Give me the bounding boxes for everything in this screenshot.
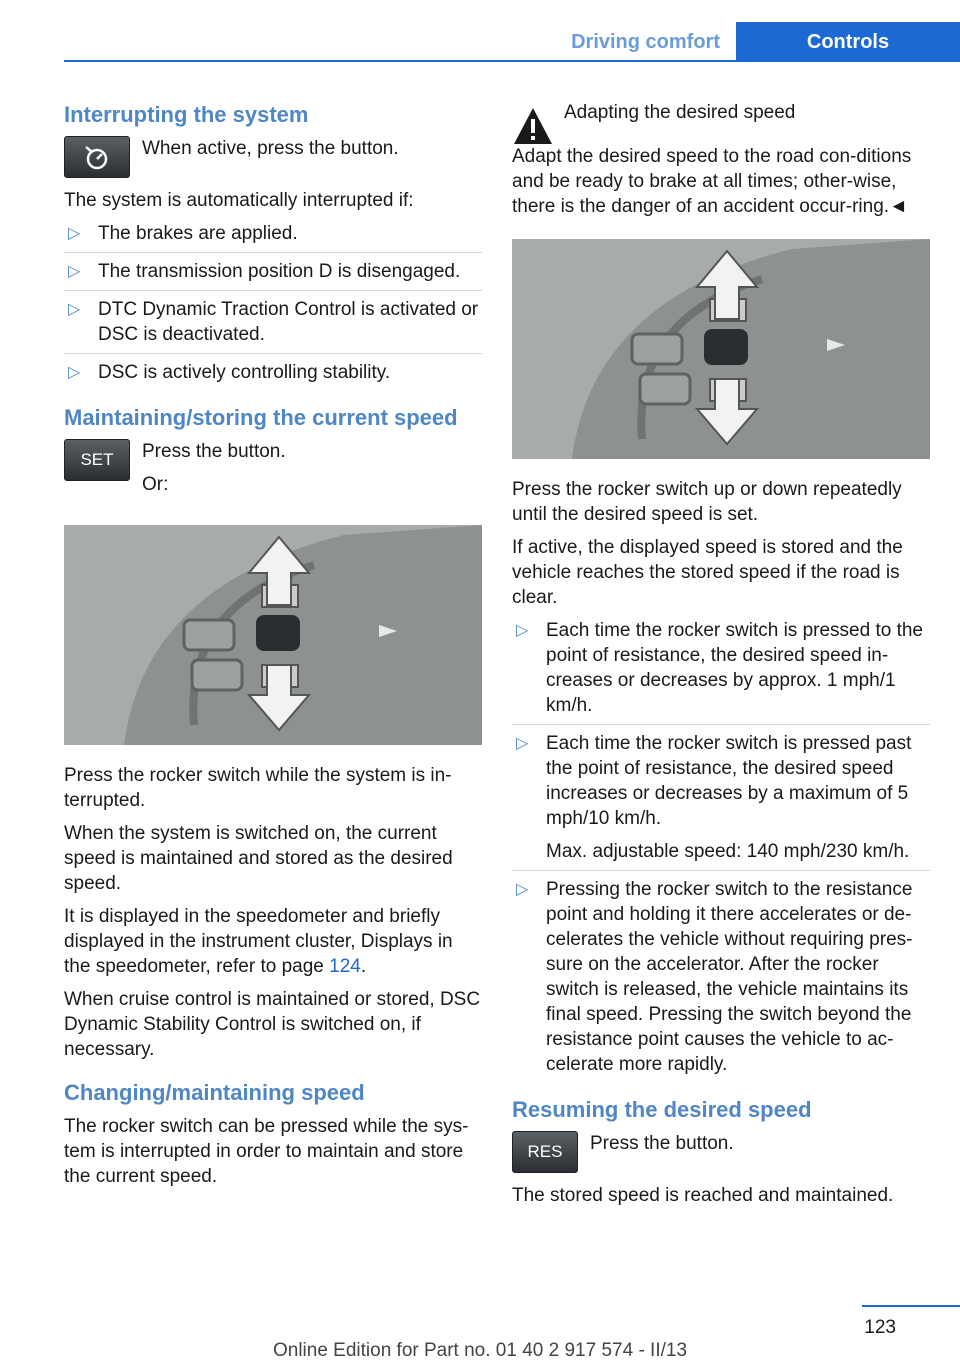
maintain-paragraph-4: When cruise control is maintained or stored, DSC Dynamic Stability Control is switched on, if necessary. — [64, 989, 481, 1060]
maintain-paragraph-1: Press the rocker switch while the system is in-terrupted. — [64, 765, 452, 811]
set-or-text: Or: — [142, 474, 169, 495]
changing-paragraph: The rocker switch can be pressed while the sys-tem is interrupted in order to maintain and store the current speed. — [64, 1116, 469, 1187]
triangle-bullet-icon: ▷ — [516, 735, 529, 752]
footer-rule — [862, 1305, 960, 1307]
left-column — [64, 100, 482, 1197]
triangle-bullet-icon: ▷ — [68, 364, 81, 381]
triangle-bullet-icon: ▷ — [68, 263, 81, 280]
warning-title: Adapting the desired speed — [564, 102, 796, 123]
header-rule — [64, 60, 960, 62]
list-item: ▷ DSC is actively controlling stability. — [68, 362, 391, 383]
list-item: ▷ Each time the rocker switch is pressed to the point of resistance, the desired speed in-creases or decreases by approx. 1 mph/1 km/h. — [512, 618, 930, 725]
page-reference-link[interactable]: 124 — [329, 956, 361, 977]
warning-triangle-icon — [512, 106, 554, 146]
resume-paragraph: The stored speed is reached and maintained. — [512, 1185, 894, 1206]
list-item: ▷ DTC Dynamic Traction Control is activated or DSC is deactivated. — [64, 297, 482, 354]
set-button-text: Press the button. — [142, 441, 286, 462]
list-item: ▷ Pressing the rocker switch to the resistance point and holding it there accelerates or de-celerates the vehicle without requiring pres-sure on the accelerator. After the rocker switch is released, the vehicle maintains its final speed. Pressing the switch beyond the resistance point causes the vehicle to ac-celerate more rapidly. — [516, 879, 913, 1075]
warning-text: Adapt the desired speed to the road con-ditions and be ready to brake at all times; other-wise, there is the danger of an accident occur-ring.◄ — [512, 146, 912, 217]
res-button-text: Press the button. — [590, 1133, 734, 1154]
cruise-interrupt-button-icon — [64, 136, 130, 178]
steering-wheel-rocker-photo — [64, 525, 482, 745]
maintain-paragraph-2: When the system is switched on, the current speed is maintained and stored as the desired speed. — [64, 823, 453, 894]
steering-wheel-rocker-photo-2 — [512, 239, 930, 459]
page-number: 123 — [864, 1317, 896, 1338]
list-item: ▷ The brakes are applied. — [64, 221, 482, 253]
set-button-icon: SET — [64, 439, 130, 481]
triangle-bullet-icon: ▷ — [68, 225, 81, 242]
interrupt-bullet-list — [64, 221, 482, 391]
interrupt-button-text: When active, press the button. — [142, 138, 399, 159]
rocker-paragraph-2: If active, the displayed speed is stored and the vehicle reaches the stored speed if the road is clear. — [512, 537, 903, 608]
list-item: ▷ Each time the rocker switch is pressed past the point of resistance, the desired speed increases or decreases by a maximum of 5 mph/10 km/h. Max. adjustable speed: 140 mph/230 km/h. — [512, 731, 930, 871]
interrupt-intro: The system is automatically interrupted if: — [64, 190, 414, 211]
heading-resuming: Resuming the desired speed — [512, 1097, 812, 1122]
heading-maintaining: Maintaining/storing the current speed — [64, 405, 458, 430]
res-button-icon: RES — [512, 1131, 578, 1173]
interrupt-button-row — [64, 136, 482, 178]
maintain-paragraph-3: It is displayed in the speedometer and briefly displayed in the instrument cluster, Displays in the speedometer, refer to page 124. — [64, 906, 453, 977]
list-item: ▷ The transmission position D is disengaged. — [64, 259, 482, 291]
heading-interrupting: Interrupting the system — [64, 102, 309, 127]
triangle-bullet-icon: ▷ — [68, 301, 81, 318]
triangle-bullet-icon: ▷ — [516, 622, 529, 639]
rocker-paragraph-1: Press the rocker switch up or down repeatedly until the desired speed is set. — [512, 479, 902, 525]
edition-footer: Online Edition for Part no. 01 40 2 917 574 - II/13 — [272, 1340, 688, 1361]
warning-block — [512, 100, 930, 146]
header-tab-controls[interactable]: Controls — [736, 22, 960, 62]
rocker-bullet-list — [512, 618, 930, 1083]
max-speed-note: Max. adjustable speed: 140 mph/230 km/h. — [546, 841, 910, 862]
heading-changing: Changing/maintaining speed — [64, 1080, 365, 1105]
header-section-title: Driving comfort — [571, 31, 720, 53]
res-button-row — [512, 1131, 930, 1173]
triangle-bullet-icon: ▷ — [516, 881, 529, 898]
right-column — [512, 100, 930, 1216]
set-button-row — [64, 439, 482, 505]
